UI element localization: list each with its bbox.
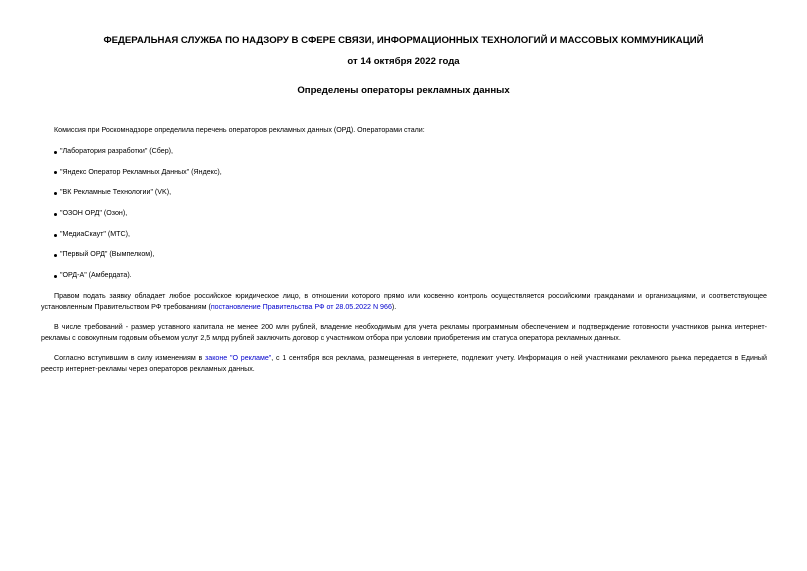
operator-label: "Лаборатория разработки" (Сбер), — [60, 147, 173, 155]
list-item — [54, 208, 222, 219]
bullet-icon — [54, 254, 57, 257]
document-heading: Определены операторы рекламных данных — [297, 85, 510, 96]
paragraph-text: Согласно вступившим в силу изменениям в — [54, 354, 206, 362]
requirements-paragraph: В числе требований - размер уставного капитала не менее 200 млн рублей, владение необходимым для учета рекламы программным обеспечением и подтверждение готовности участников рынка интернет-рекламы с совокупным годовым объемом услуг 2,5 млрд рублей заключить договор с участником отбора при условии приобретения им статуса оператора рекламных данных. — [41, 323, 767, 342]
operator-label: "ОРД-А" (Амбердата). — [60, 271, 132, 280]
bullet-icon — [54, 213, 57, 216]
document-date: от 14 октября 2022 года — [347, 56, 460, 67]
list-item — [54, 146, 222, 157]
list-item — [54, 270, 222, 281]
operator-label: "Первый ОРД" (Вымпелком), — [60, 250, 155, 259]
operator-label: "Яндекс Оператор Рекламных Данных" (Яндекс), — [60, 167, 222, 176]
bullet-icon — [54, 171, 57, 174]
list-item — [54, 229, 222, 240]
advertising-law-paragraph — [41, 353, 767, 374]
application-rights-paragraph — [41, 291, 767, 312]
paragraph-text: ). — [391, 302, 397, 311]
operator-label: "ВК Рекламные Технологии" (VK), — [60, 188, 172, 197]
operator-label: "МедиаСкаут" (МТС), — [60, 229, 130, 238]
list-item — [54, 167, 222, 178]
list-item — [54, 187, 222, 198]
agency-title: ФЕДЕРАЛЬНАЯ СЛУЖБА ПО НАДЗОРУ В СФЕРЕ СВЯЗИ, ИНФОРМАЦИОННЫХ ТЕХНОЛОГИЙ И МАССОВЫХ КОММУНИКАЦИЙ — [103, 35, 704, 46]
paragraph-text: , с 1 сентября вся реклама, размещенная в интернете, подлежит учету. Информация о ней участниками рекламного рынка передается в Единый реестр интернет-рекламы через операторов рекламных данных. — [41, 354, 767, 373]
operators-list — [54, 146, 222, 291]
bullet-icon — [54, 234, 57, 237]
advertising-law-link[interactable]: законе "О рекламе" — [205, 354, 272, 362]
bullet-icon — [54, 151, 57, 154]
government-decree-link[interactable]: постановление Правительства РФ от 28.05.2022 N 966 — [210, 302, 392, 311]
bullet-icon — [54, 192, 57, 195]
operator-label: "ОЗОН ОРД" (Озон), — [60, 209, 128, 218]
list-item — [54, 249, 222, 260]
intro-paragraph: Комиссия при Роскомнадзоре определила перечень операторов рекламных данных (ОРД). Операторами стали: — [54, 126, 425, 134]
bullet-icon — [54, 275, 57, 278]
paragraph-text: Правом подать заявку обладает любое российское юридическое лицо, в отношении которого прямо или косвенно контроль осуществляется российскими гражданами и организациями, и соответствующее установленным Правительством РФ требованиям ( — [41, 292, 767, 311]
